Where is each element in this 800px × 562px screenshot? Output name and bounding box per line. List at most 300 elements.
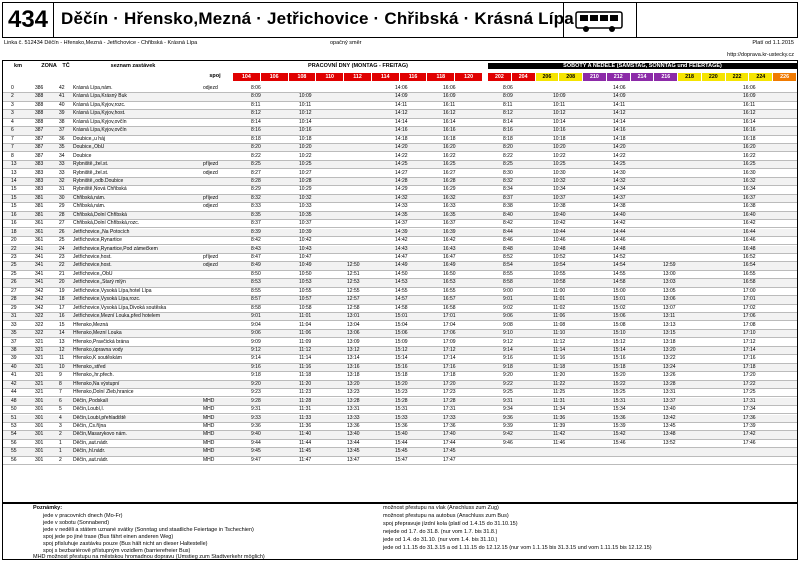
cell-d: 14:25 (395, 161, 408, 168)
cell-zona: 383 (35, 161, 44, 168)
cell-zona: 341 (35, 270, 44, 277)
stop-name: Jetřichovice,Rynartice,Pod zámečkem (73, 245, 158, 252)
cell-t: příjezd (203, 161, 219, 168)
cell-km: 31 (11, 313, 17, 320)
cell-d: 15:14 (395, 355, 408, 362)
cell-km: 8 (11, 152, 14, 159)
cell-e: 17:12 (443, 346, 456, 353)
cell-w4: 13:13 (663, 321, 676, 328)
cell-d: 15:47 (395, 456, 408, 463)
cell-w1: 8:46 (503, 237, 513, 244)
stop-name: Rybniště,,odb.Doubice (73, 177, 124, 184)
cell-b: 11:36 (299, 423, 312, 429)
cell-c: 13:44 (347, 439, 360, 446)
table-row (3, 406, 797, 414)
cell-e: 17:40 (443, 431, 456, 438)
cell-w3: 14:32 (613, 177, 626, 184)
stop-name: Hřensko,Mezní Louka (73, 330, 122, 337)
legend-item: spoj přisluhuje zastávku pouze (Bus hält nicht an dieser Haltestelle) (43, 541, 208, 547)
cell-a: 8:58 (251, 304, 261, 311)
cell-e: 16:20 (443, 144, 456, 151)
cell-w4: 13:05 (663, 287, 676, 294)
cell-tc: 2 (59, 431, 62, 438)
cell-w2: 10:32 (553, 177, 566, 184)
cell-a: 8:27 (251, 169, 261, 176)
cell-b: 10:28 (299, 177, 312, 184)
stop-name: Děčín,,Podskalí (73, 397, 109, 404)
stop-name: Chřibská,nám. (73, 194, 106, 201)
stop-name: Jetřichovice,Vysoká Lípa,hotel Lípa (73, 287, 152, 294)
cell-zona: 383 (35, 177, 44, 184)
cell-e: 16:43 (443, 245, 456, 252)
cell-zona: 301 (35, 448, 44, 455)
trip-number: 220 (702, 73, 725, 81)
cell-w5: 16:32 (743, 177, 756, 184)
cell-tc: 11 (59, 355, 65, 362)
cell-tc: 5 (59, 406, 62, 413)
cell-w2: 10:58 (553, 279, 566, 286)
cell-w5: 16:46 (743, 237, 756, 244)
cell-tc: 9 (59, 372, 62, 379)
cell-w5: 17:34 (743, 406, 756, 413)
cell-w2: 11:42 (553, 431, 566, 438)
cell-w5: 16:30 (743, 169, 756, 176)
cell-a: 8:35 (251, 211, 261, 218)
cell-w3: 15:10 (613, 330, 626, 337)
table-row (3, 330, 797, 338)
table-row (3, 178, 797, 186)
table-row (3, 144, 797, 152)
cell-km: 6 (11, 127, 14, 134)
stop-name: Chřibská,nám. (73, 203, 106, 210)
cell-zona: 321 (35, 372, 44, 379)
cell-c: 13:28 (347, 397, 360, 404)
stop-name: Rybniště,,žel.st. (73, 161, 109, 168)
cell-zona: 388 (35, 118, 44, 125)
line-number: 434 (3, 3, 54, 37)
table-row (3, 229, 797, 237)
stop-name: Krásná Lípa,nám. (73, 85, 113, 91)
table-row (3, 415, 797, 423)
cell-a: 9:28 (251, 397, 261, 404)
cell-w5: 16:22 (743, 152, 756, 159)
cell-zona: 386 (35, 85, 44, 91)
cell-e: 16:55 (443, 287, 456, 294)
cell-w3: 14:46 (613, 237, 626, 244)
cell-w2: 10:09 (553, 93, 566, 100)
cell-w1: 8:37 (503, 194, 513, 201)
stop-name: Hřensko,úpravna vody (73, 346, 124, 353)
cell-a: 8:14 (251, 118, 261, 125)
cell-km: 23 (11, 254, 17, 260)
trip-number: 106 (261, 73, 288, 81)
cell-w1: 9:31 (503, 397, 513, 404)
cell-c: 13:20 (347, 380, 360, 387)
cell-zona: 301 (35, 439, 44, 446)
cell-w3: 15:08 (613, 321, 626, 328)
cell-km: 56 (11, 456, 17, 463)
trip-number: 114 (372, 73, 399, 81)
cell-w3: 14:16 (613, 127, 626, 134)
cell-tc: 1 (59, 439, 62, 446)
legend (2, 503, 798, 560)
cell-tc: 29 (59, 203, 65, 210)
cell-w3: 15:01 (613, 296, 626, 303)
cell-b: 10:53 (299, 279, 312, 286)
cell-d: 14:09 (395, 93, 408, 100)
cell-tc: 21 (59, 270, 65, 277)
table-row (3, 136, 797, 144)
stop-name: Krásná Lípa,Kyjov,rozc. (73, 101, 126, 108)
cell-tc: 17 (59, 304, 65, 311)
table-row (3, 212, 797, 220)
cell-w1: 9:02 (503, 304, 513, 311)
cell-e: 16:39 (443, 228, 456, 235)
cell-tc: 25 (59, 237, 65, 244)
cell-w4: 13:20 (663, 346, 676, 353)
cell-zona: 321 (35, 346, 44, 353)
table-row (3, 457, 797, 465)
cell-w4: 13:22 (663, 355, 676, 362)
table-row (3, 381, 797, 389)
cell-w5: 17:46 (743, 439, 756, 446)
stop-name: Jetřichovice,,Starý mlýn (73, 279, 126, 286)
cell-w3: 14:09 (613, 93, 626, 100)
cell-tc: 10 (59, 363, 65, 370)
legend-item: MHD možnost přestupu na městskou hromadnou dopravu (Umstieg zum Stadtverkehr möglich) (33, 554, 265, 560)
cell-e: 16:29 (443, 186, 456, 193)
cell-b: 10:42 (299, 237, 312, 244)
cell-w3: 15:25 (613, 389, 626, 396)
cell-km: 3 (11, 101, 14, 108)
table-row (3, 186, 797, 194)
cell-e: 16:50 (443, 270, 456, 277)
cell-km: 35 (11, 330, 17, 337)
cell-b: 10:16 (299, 127, 312, 134)
cell-a: 8:12 (251, 110, 261, 117)
cell-w1: 9:00 (503, 287, 513, 294)
stop-name: Krásná Lípa,Krásný Buk (73, 93, 127, 100)
cell-b: 11:09 (299, 338, 312, 345)
cell-tc: 4 (59, 414, 62, 421)
cell-w4: 13:37 (663, 397, 676, 404)
cell-w5: 17:14 (743, 346, 756, 353)
cell-d: 14:53 (395, 279, 408, 286)
cell-w4: 13:31 (663, 389, 676, 396)
cell-b: 10:29 (299, 186, 312, 193)
cell-a: 9:36 (251, 423, 261, 429)
cell-w1: 8:34 (503, 186, 513, 193)
cell-w1: 9:39 (503, 423, 513, 429)
cell-c: 13:33 (347, 414, 360, 421)
legend-title: Poznámky: (33, 505, 63, 511)
cell-d: 14:57 (395, 296, 408, 303)
cell-e: 16:25 (443, 161, 456, 168)
cell-d: 14:55 (395, 287, 408, 294)
cell-zona: 387 (35, 127, 44, 134)
cell-w2: 10:48 (553, 245, 566, 252)
cell-w4: 13:45 (663, 423, 676, 429)
cell-w3: 15:36 (613, 414, 626, 421)
cell-w4: 13:18 (663, 338, 676, 345)
weekend-header: SOBOTY A NEDĚLE (SAMSTAG, SONNTAG und FEIERTAGE) (488, 63, 797, 69)
stop-name: Jetřichovice,Rynartice (73, 237, 122, 244)
cell-km: 18 (11, 228, 17, 235)
stop-name: Hřensko,K soutěskám (73, 355, 122, 362)
cell-w3: 14:58 (613, 279, 626, 286)
cell-b: 10:47 (299, 254, 312, 260)
cell-c: 13:36 (347, 423, 360, 429)
cell-km: 50 (11, 406, 17, 413)
cell-tc: 33 (59, 161, 65, 168)
cell-w1: 8:06 (503, 85, 513, 91)
cell-c: 12:53 (347, 279, 360, 286)
cell-t: MHD (203, 406, 215, 413)
trip-number: 206 (536, 73, 559, 81)
trip-number: 210 (583, 73, 606, 81)
trip-number: 108 (289, 73, 316, 81)
cell-b: 11:01 (299, 313, 312, 320)
table-row (3, 448, 797, 456)
cell-w2: 10:55 (553, 270, 566, 277)
cell-c: 12:50 (347, 262, 360, 269)
cell-zona: 301 (35, 397, 44, 404)
cell-zona: 342 (35, 304, 44, 311)
table-row (3, 85, 797, 93)
cell-km: 40 (11, 363, 17, 370)
cell-km: 28 (11, 296, 17, 303)
cell-e: 16:09 (443, 93, 456, 100)
cell-w2: 11:22 (553, 380, 566, 387)
cell-w5: 17:31 (743, 397, 756, 404)
cell-b: 10:09 (299, 93, 312, 100)
cell-w3: 15:02 (613, 304, 626, 311)
cell-d: 14:18 (395, 135, 408, 142)
cell-w3: 15:22 (613, 380, 626, 387)
cell-w3: 14:20 (613, 144, 626, 151)
cell-w3: 15:31 (613, 397, 626, 404)
cell-a: 8:57 (251, 296, 261, 303)
trip-number: 110 (316, 73, 343, 81)
stop-name: Hřensko,Pravčická brána (73, 338, 129, 345)
cell-km: 20 (11, 237, 17, 244)
col-zona: ZONA (41, 63, 57, 69)
table-row (3, 305, 797, 313)
cell-w5: 16:55 (743, 270, 756, 277)
cell-tc: 22 (59, 262, 65, 269)
cell-d: 14:43 (395, 245, 408, 252)
cell-e: 16:33 (443, 203, 456, 210)
cell-b: 11:20 (299, 380, 312, 387)
table-row (3, 262, 797, 270)
cell-d: 15:06 (395, 330, 408, 337)
cell-c: 12:57 (347, 296, 360, 303)
cell-a: 9:33 (251, 414, 261, 421)
cell-w5: 17:08 (743, 321, 756, 328)
cell-b: 10:14 (299, 118, 312, 125)
cell-w4: 13:00 (663, 270, 676, 277)
cell-w1: 9:25 (503, 389, 513, 396)
cell-c: 13:09 (347, 338, 360, 345)
cell-e: 17:47 (443, 456, 456, 463)
legend-item: jede v neděli a státem uznané svátky (Sonntag und staatliche Feiertage in Tschechien) (43, 527, 254, 533)
cell-w3: 15:12 (613, 338, 626, 345)
cell-w2: 10:20 (553, 144, 566, 151)
cell-w5: 16:40 (743, 211, 756, 218)
stop-name: Děčín,,aut.nádr. (73, 439, 109, 446)
cell-km: 55 (11, 448, 17, 455)
cell-km: 27 (11, 287, 17, 294)
cell-km: 22 (11, 245, 17, 252)
cell-b: 11:31 (299, 406, 312, 413)
table-row (3, 322, 797, 330)
cell-w5: 16:44 (743, 228, 756, 235)
cell-w2: 11:10 (553, 330, 566, 337)
cell-d: 14:12 (395, 110, 408, 117)
cell-e: 17:04 (443, 321, 456, 328)
cell-w1: 9:22 (503, 380, 513, 387)
cell-e: 17:33 (443, 414, 456, 421)
cell-w5: 16:42 (743, 220, 756, 227)
cell-b: 10:12 (299, 110, 312, 117)
col-stops: seznam zastávek (110, 63, 156, 69)
cell-b: 11:12 (299, 346, 312, 353)
cell-a: 8:55 (251, 287, 261, 294)
cell-km: 26 (11, 279, 17, 286)
cell-km: 4 (11, 118, 14, 125)
stop-name: Jetřichovice,,ObÚ (73, 270, 113, 277)
cell-e: 16:22 (443, 152, 456, 159)
cell-a: 9:40 (251, 431, 261, 438)
cell-w5: 17:00 (743, 287, 756, 294)
cell-tc: 3 (59, 423, 62, 429)
cell-w2: 11:34 (553, 406, 566, 413)
cell-a: 9:01 (251, 313, 261, 320)
cell-w2: 10:37 (553, 194, 566, 201)
cell-e: 16:18 (443, 135, 456, 142)
cell-tc: 16 (59, 313, 65, 320)
cell-km: 44 (11, 389, 17, 396)
cell-zona: 383 (35, 169, 44, 176)
cell-tc: 32 (59, 177, 65, 184)
cell-w1: 9:14 (503, 346, 513, 353)
stop-name: Děčín,Loubí,přehladiště (73, 414, 126, 421)
cell-zona: 381 (35, 194, 44, 201)
cell-w5: 16:06 (743, 85, 756, 91)
cell-e: 16:16 (443, 127, 456, 134)
cell-km: 2 (11, 93, 14, 100)
cell-a: 8:37 (251, 220, 261, 227)
cell-w2: 10:25 (553, 161, 566, 168)
cell-e: 16:35 (443, 211, 456, 218)
cell-w2: 11:08 (553, 321, 566, 328)
cell-a: 8:28 (251, 177, 261, 184)
cell-w5: 16:52 (743, 254, 756, 260)
cell-e: 16:58 (443, 304, 456, 311)
cell-tc: 6 (59, 397, 62, 404)
cell-w5: 16:09 (743, 93, 756, 100)
cell-w2: 11:12 (553, 338, 566, 345)
cell-b: 11:28 (299, 397, 312, 404)
cell-e: 17:45 (443, 448, 456, 455)
direction-label: opačný směr (330, 40, 362, 46)
cell-tc: 12 (59, 346, 65, 353)
cell-w4: 13:48 (663, 431, 676, 438)
cell-w3: 14:54 (613, 262, 626, 269)
cell-d: 15:12 (395, 346, 408, 353)
cell-a: 8:50 (251, 270, 261, 277)
cell-w2: 11:39 (553, 423, 566, 429)
cell-km: 54 (11, 431, 17, 438)
cell-d: 15:20 (395, 380, 408, 387)
bus-icon (564, 3, 636, 37)
cell-w3: 14:14 (613, 118, 626, 125)
cell-e: 17:06 (443, 330, 456, 337)
trip-number: 116 (400, 73, 427, 81)
cell-w2: 11:06 (553, 313, 566, 320)
cell-zona: 388 (35, 110, 44, 117)
cell-e: 17:14 (443, 355, 456, 362)
cell-tc: 20 (59, 279, 65, 286)
cell-a: 8:16 (251, 127, 261, 134)
table-row (3, 195, 797, 203)
cell-w5: 17:18 (743, 363, 756, 370)
cell-d: 15:04 (395, 321, 408, 328)
cell-zona: 342 (35, 296, 44, 303)
cell-zona: 341 (35, 279, 44, 286)
cell-w5: 17:42 (743, 431, 756, 438)
cell-w5: 16:12 (743, 110, 756, 117)
trip-number: 212 (607, 73, 630, 81)
cell-zona: 381 (35, 203, 44, 210)
cell-zona: 387 (35, 152, 44, 159)
cell-c: 12:58 (347, 304, 360, 311)
cell-tc: 34 (59, 152, 65, 159)
cell-c: 13:18 (347, 372, 360, 379)
cell-km: 14 (11, 177, 17, 184)
cell-w1: 8:58 (503, 279, 513, 286)
legend-item: jede od 1.4. do 31.10. (nur vom 1.4. bis 31.10.) (383, 537, 498, 543)
cell-e: 16:28 (443, 177, 456, 184)
stop-name: Chřibská,Dolní Chřibská,rozc. (73, 220, 140, 227)
cell-t: příjezd (203, 194, 219, 201)
table-row (3, 119, 797, 127)
cell-w5: 17:10 (743, 330, 756, 337)
stop-name: Krásná Lípa,Kyjov,ovčín (73, 127, 127, 134)
cell-km: 7 (11, 135, 14, 142)
cell-e: 16:14 (443, 118, 456, 125)
cell-c: 13:06 (347, 330, 360, 337)
cell-d: 14:14 (395, 118, 408, 125)
cell-zona: 321 (35, 363, 44, 370)
cell-b: 10:25 (299, 161, 312, 168)
cell-w2: 11:01 (553, 296, 566, 303)
cell-tc: 24 (59, 245, 65, 252)
cell-e: 17:28 (443, 397, 456, 404)
cell-c: 13:31 (347, 406, 360, 413)
cell-w3: 15:39 (613, 423, 626, 429)
cell-w3: 15:14 (613, 346, 626, 353)
cell-e: 16:53 (443, 279, 456, 286)
cell-zona: 387 (35, 144, 44, 151)
cell-w1: 8:12 (503, 110, 513, 117)
table-row (3, 170, 797, 178)
cell-w1: 9:01 (503, 296, 513, 303)
cell-w2: 10:40 (553, 211, 566, 218)
cell-e: 17:20 (443, 380, 456, 387)
cell-a: 9:16 (251, 363, 261, 370)
cell-w2: 11:00 (553, 287, 566, 294)
